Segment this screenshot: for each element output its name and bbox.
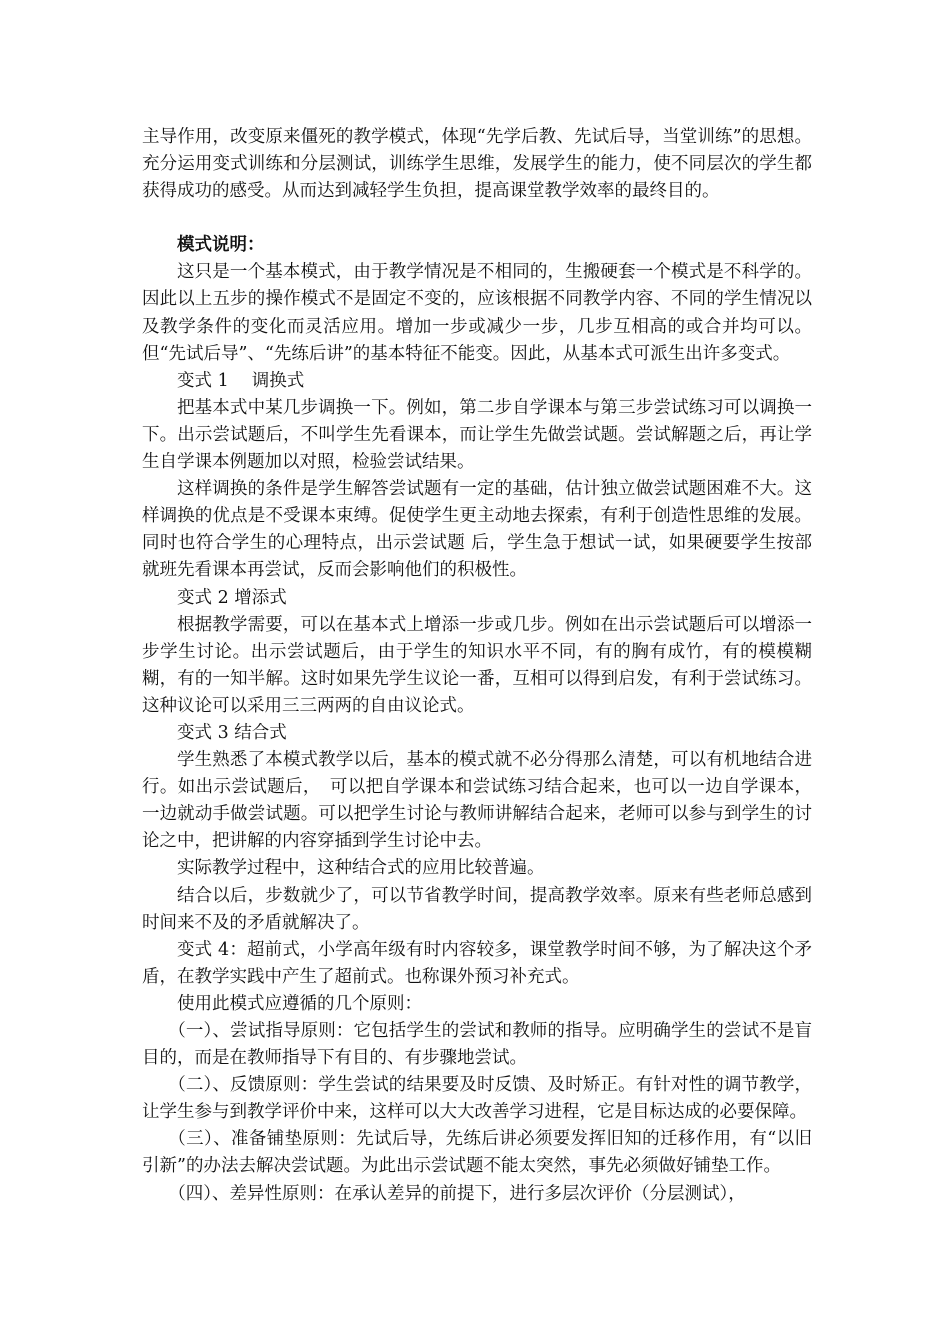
principles-heading: 使用此模式应遵循的几个原则： [177, 993, 422, 1014]
paragraph-variant-3-b: 实际教学过程中，这种结合式的应用比较普遍。 [177, 858, 545, 879]
document-page [142, 124, 812, 1208]
paragraph-variant-3-c: 结合以后，步数就少了，可以节省教学时间，提高教学效率。原来有些老师总感到时间来不及的矛盾就解决了。 [142, 885, 812, 933]
paragraph-variant-2: 根据教学需要，可以在基本式上增添一步或几步。例如在出示尝试题后可以增添一步学生讨论。出示尝试题后，由于学生的知识水平不同，有的胸有成竹，有的模模糊糊，有的一知半解。这时如果先学生议论一番，互相可以得到启发，有利于尝试练习。这种议论可以采用三三两两的自由议论式。 [142, 614, 812, 716]
principle-2: （二）、反馈原则：学生尝试的结果要及时反馈、及时矫正。有针对性的调节教学，让学生参与到教学评价中来，这样可以大大改善学习进程，它是目标达成的必要保障。 [142, 1075, 812, 1123]
paragraph-variant-4: 变式 4：超前式，小学高年级有时内容较多，课堂教学时间不够，为了解决这个矛盾，在教学实践中产生了超前式。也称课外预习补充式。 [142, 939, 812, 987]
principle-4: （四）、差异性原则：在承认差异的前提下，进行多层次评价（分层测试）， [168, 1183, 746, 1204]
variant-2-heading: 变式 2 增添式 [177, 587, 287, 608]
paragraph-mode-description: 这只是一个基本模式，由于教学情况是不相同的，生搬硬套一个模式是不科学的。因此以上五步的操作模式不是固定不变的，应该根据不同教学内容、不同的学生情况以及教学条件的变化而灵活应用。增加一步或减少一步，几步互相高的或合并均可以。但“先试后导”、“先练后讲”的基本特征不能变。因此，从基本式可派生出许多变式。 [142, 262, 812, 364]
paragraph-intro: 主导作用，改变原来僵死的教学模式，体现“先学后教、先试后导，当堂训练”的思想。充分运用变式训练和分层测试，训练学生思维，发展学生的能力，使不同层次的学生都获得成功的感受。从而达到减轻学生负担，提高课堂教学效率的最终目的。 [142, 127, 812, 202]
paragraph-variant-1-a: 把基本式中某几步调换一下。例如，第二步自学课本与第三步尝试练习可以调换一下。出示尝试题后，不叫学生先看课本，而让学生先做尝试题。尝试解题之后，再让学生自学课本例题加以对照，检验尝试结果。 [142, 397, 812, 473]
principle-3: （三）、准备铺垫原则：先试后导，先练后讲必须要发挥旧知的迁移作用，有“以旧引新”的办法去解决尝试题。为此出示尝试题不能太突然，事先必须做好铺垫工作。 [142, 1129, 812, 1177]
paragraph-variant-1-b: 这样调换的条件是学生解答尝试题有一定的基础，估计独立做尝试题困难不大。这样调换的优点是不受课本束缚。促使学生更主动地去探索，有利于创造性思维的发展。同时也符合学生的心理特点，出示尝试题 后，学生急于想试一试，如果硬要学生按部就班先看课本再尝试，反而会影响他们的积极性。 [142, 479, 812, 581]
variant-3-heading: 变式 3 结合式 [177, 722, 287, 743]
section-heading-mode-description: 模式说明： [177, 235, 265, 256]
paragraph-variant-3-a: 学生熟悉了本模式教学以后，基本的模式就不必分得那么清楚，可以有机地结合进行。如出示尝试题后， 可以把自学课本和尝试练习结合起来，也可以一边自学课本，一边就动手做尝试题。可以把学生讨论与教师讲解结合起来，老师可以参与到学生的讨论之中，把讲解的内容穿插到学生讨论中去。 [142, 750, 812, 852]
variant-1-heading: 变式 1 调换式 [177, 370, 305, 391]
principle-1: （一）、尝试指导原则：它包括学生的尝试和教师的指导。应明确学生的尝试不是盲目的，而是在教师指导下有目的、有步骤地尝试。 [142, 1021, 812, 1069]
